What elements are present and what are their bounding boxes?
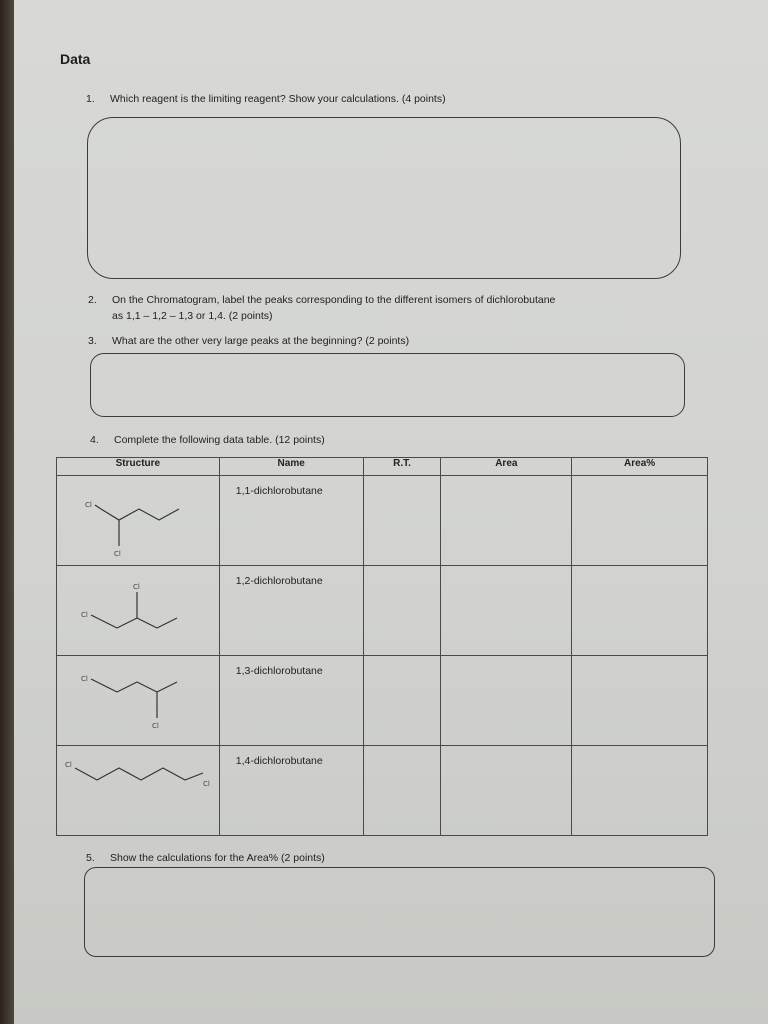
answer-box-5[interactable] — [84, 867, 715, 957]
svg-text:Cl: Cl — [133, 583, 140, 591]
area-pct-cell[interactable] — [572, 656, 708, 746]
area-cell[interactable] — [441, 656, 572, 746]
structure-cell — [57, 656, 220, 746]
structure-1-3-dichlorobutane — [57, 656, 220, 745]
table-row — [57, 656, 708, 746]
svg-text:Cl: Cl — [152, 722, 159, 730]
rt-cell[interactable] — [363, 746, 441, 836]
area-cell[interactable] — [441, 476, 572, 566]
name-cell: 1,1-dichlorobutane — [219, 476, 363, 566]
structure-cell — [57, 566, 220, 656]
structure-1-2-dichlorobutane — [57, 566, 220, 655]
structure-cell — [57, 746, 220, 836]
area-pct-cell[interactable] — [572, 746, 708, 836]
svg-text:Cl: Cl — [85, 501, 92, 509]
table-row — [57, 476, 708, 566]
rt-cell[interactable] — [363, 476, 441, 566]
structure-1-1-dichlorobutane — [57, 476, 220, 565]
area-pct-cell[interactable] — [572, 476, 708, 566]
svg-text:Cl: Cl — [114, 550, 121, 558]
header-area: Area — [441, 458, 572, 476]
svg-text:Cl: Cl — [65, 761, 72, 769]
svg-text:Cl: Cl — [81, 675, 88, 683]
structure-cell — [57, 476, 220, 566]
area-cell[interactable] — [441, 566, 572, 656]
question-2: 2. On the Chromatogram, label the peaks corresponding to the different isomers of dichlorobutane as 1,1 – 1,2 – 1,3 or 1,4. (2 points) — [88, 294, 556, 322]
question-3: 3. What are the other very large peaks at the beginning? (2 points) — [88, 335, 410, 347]
table-header-row — [57, 458, 708, 476]
question-4: 4. Complete the following data table. (12 points) — [90, 434, 325, 446]
structure-1-4-dichlorobutane — [57, 746, 220, 808]
table-row — [57, 746, 708, 836]
name-cell: 1,3-dichlorobutane — [219, 656, 363, 746]
header-rt: R.T. — [363, 458, 441, 476]
question-5: 5. Show the calculations for the Area% (2 points) — [86, 852, 325, 864]
name-cell: 1,4-dichlorobutane — [219, 746, 363, 836]
question-1: 1. Which reagent is the limiting reagent? Show your calculations. (4 points) — [86, 93, 446, 105]
name-cell: 1,2-dichlorobutane — [219, 566, 363, 656]
rt-cell[interactable] — [363, 566, 441, 656]
header-area-pct: Area% — [572, 458, 708, 476]
header-structure: Structure — [57, 458, 220, 476]
header-name: Name — [219, 458, 363, 476]
svg-text:Cl: Cl — [81, 611, 88, 619]
page-heading: Data — [60, 51, 91, 67]
svg-text:Cl: Cl — [203, 780, 210, 788]
table-row — [57, 566, 708, 656]
answer-box-1[interactable] — [87, 117, 681, 279]
area-cell[interactable] — [441, 746, 572, 836]
rt-cell[interactable] — [363, 656, 441, 746]
area-pct-cell[interactable] — [572, 566, 708, 656]
data-table — [56, 457, 708, 836]
answer-box-3[interactable] — [90, 353, 685, 417]
